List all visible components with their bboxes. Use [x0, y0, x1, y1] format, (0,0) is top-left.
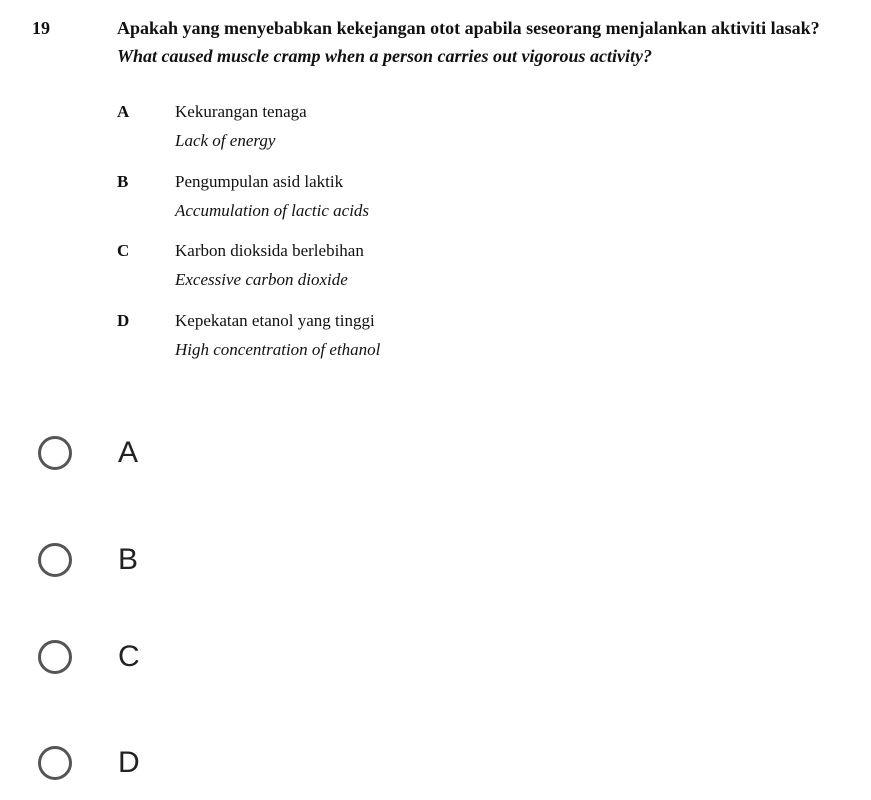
- choice-d[interactable]: [38, 746, 140, 780]
- option-text-ms: Pengumpulan asid laktik: [175, 172, 344, 191]
- option-text-ms: Karbon dioksida berlebihan: [175, 241, 364, 260]
- radio-button[interactable]: [38, 543, 72, 577]
- choice-a[interactable]: [38, 436, 138, 470]
- option-text-en: Accumulation of lactic acids: [175, 201, 370, 220]
- option-letter: C: [117, 241, 130, 260]
- option-letter: B: [117, 172, 129, 191]
- question-text-ms: Apakah yang menyebabkan kekejangan otot apabila seseorang menjalankan aktiviti lasak?: [117, 18, 820, 38]
- question-image: [0, 0, 871, 380]
- option-text-ms: Kekurangan tenaga: [175, 102, 307, 121]
- choice-b[interactable]: [38, 543, 138, 577]
- choice-label: C: [118, 640, 140, 673]
- option-text-ms: Kepekatan etanol yang tinggi: [175, 311, 375, 330]
- question-number: 19: [32, 18, 50, 38]
- radio-button[interactable]: [38, 436, 72, 470]
- radio-button[interactable]: [38, 746, 72, 780]
- question-text-en: What caused muscle cramp when a person carries out vigorous activity?: [117, 46, 653, 66]
- option-letter: D: [117, 311, 130, 330]
- option-text-en: Lack of energy: [175, 131, 276, 150]
- option-text-en: High concentration of ethanol: [175, 340, 381, 359]
- choice-label: B: [118, 543, 139, 576]
- choice-label: A: [118, 436, 139, 469]
- radio-button[interactable]: [38, 640, 72, 674]
- choice-c[interactable]: [38, 640, 140, 674]
- option-letter: A: [117, 102, 130, 121]
- choice-label: D: [118, 746, 140, 779]
- option-text-en: Excessive carbon dioxide: [175, 270, 348, 289]
